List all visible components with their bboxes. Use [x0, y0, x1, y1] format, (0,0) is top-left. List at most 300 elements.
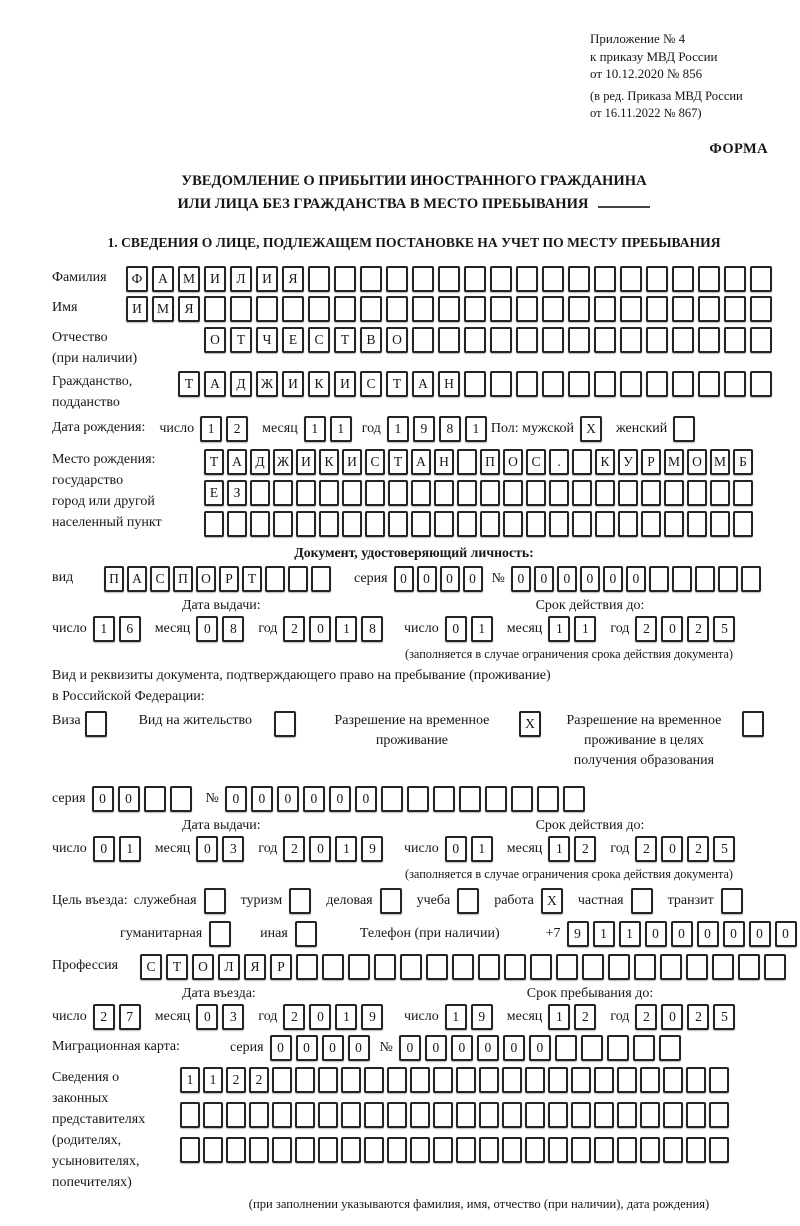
char-cell[interactable]: Т: [178, 371, 200, 397]
char-cell[interactable]: [433, 1137, 453, 1163]
char-cell[interactable]: 2: [687, 836, 709, 862]
char-cell[interactable]: [411, 511, 431, 537]
char-cell[interactable]: [452, 954, 474, 980]
char-cell[interactable]: [341, 1102, 361, 1128]
char-cell[interactable]: 0: [309, 836, 331, 862]
char-cell[interactable]: И: [334, 371, 356, 397]
char-cell[interactable]: О: [192, 954, 214, 980]
char-cell[interactable]: [434, 511, 454, 537]
char-cell[interactable]: 1: [180, 1067, 200, 1093]
char-cell[interactable]: 0: [93, 836, 115, 862]
char-cell[interactable]: 0: [451, 1035, 473, 1061]
char-cell[interactable]: [334, 266, 356, 292]
char-cell[interactable]: 2: [687, 1004, 709, 1030]
char-cell[interactable]: [568, 266, 590, 292]
char-cell[interactable]: 2: [93, 1004, 115, 1030]
char-cell[interactable]: Я: [244, 954, 266, 980]
char-cell[interactable]: [433, 786, 455, 812]
char-cell[interactable]: [204, 296, 226, 322]
char-cell[interactable]: 0: [355, 786, 377, 812]
char-cell[interactable]: 1: [387, 416, 409, 442]
char-cell[interactable]: [617, 1137, 637, 1163]
char-cell[interactable]: [386, 266, 408, 292]
char-cell[interactable]: 7: [119, 1004, 141, 1030]
char-cell[interactable]: Ч: [256, 327, 278, 353]
char-cell[interactable]: [724, 296, 746, 322]
char-cell[interactable]: [594, 1102, 614, 1128]
char-cell[interactable]: Н: [438, 371, 460, 397]
char-cell[interactable]: [490, 327, 512, 353]
char-cell[interactable]: [322, 954, 344, 980]
char-cell[interactable]: [594, 266, 616, 292]
char-cell[interactable]: [712, 954, 734, 980]
char-cell[interactable]: [479, 1137, 499, 1163]
char-cell[interactable]: [387, 1137, 407, 1163]
sex-female-checkbox[interactable]: [673, 416, 695, 442]
char-cell[interactable]: [438, 296, 460, 322]
char-cell[interactable]: [502, 1067, 522, 1093]
char-cell[interactable]: [620, 327, 642, 353]
char-cell[interactable]: [504, 954, 526, 980]
char-cell[interactable]: [516, 296, 538, 322]
char-cell[interactable]: [660, 954, 682, 980]
char-cell[interactable]: 0: [557, 566, 577, 592]
char-cell[interactable]: [388, 480, 408, 506]
char-cell[interactable]: [555, 1035, 577, 1061]
char-cell[interactable]: [364, 1102, 384, 1128]
char-cell[interactable]: 1: [304, 416, 326, 442]
char-cell[interactable]: [464, 296, 486, 322]
char-cell[interactable]: [548, 1102, 568, 1128]
char-cell[interactable]: О: [196, 566, 216, 592]
char-cell[interactable]: [724, 371, 746, 397]
char-cell[interactable]: 0: [626, 566, 646, 592]
char-cell[interactable]: Р: [641, 449, 661, 475]
option-residence-permit-checkbox[interactable]: [274, 711, 296, 737]
char-cell[interactable]: [250, 480, 270, 506]
option-temp-residence-education-checkbox[interactable]: [742, 711, 764, 737]
char-cell[interactable]: [387, 1067, 407, 1093]
char-cell[interactable]: [272, 1102, 292, 1128]
char-cell[interactable]: У: [618, 449, 638, 475]
char-cell[interactable]: [672, 371, 694, 397]
char-cell[interactable]: И: [204, 266, 226, 292]
char-cell[interactable]: [490, 296, 512, 322]
char-cell[interactable]: 8: [439, 416, 461, 442]
char-cell[interactable]: [634, 954, 656, 980]
char-cell[interactable]: [686, 1102, 706, 1128]
char-cell[interactable]: 9: [567, 921, 589, 947]
char-cell[interactable]: [381, 786, 403, 812]
char-cell[interactable]: Д: [250, 449, 270, 475]
char-cell[interactable]: 0: [580, 566, 600, 592]
char-cell[interactable]: [400, 954, 422, 980]
char-cell[interactable]: [480, 480, 500, 506]
char-cell[interactable]: 9: [413, 416, 435, 442]
char-cell[interactable]: [556, 954, 578, 980]
char-cell[interactable]: [646, 327, 668, 353]
char-cell[interactable]: 2: [283, 1004, 305, 1030]
char-cell[interactable]: [226, 1137, 246, 1163]
char-cell[interactable]: [724, 266, 746, 292]
char-cell[interactable]: С: [526, 449, 546, 475]
char-cell[interactable]: [456, 1067, 476, 1093]
char-cell[interactable]: [204, 511, 224, 537]
char-cell[interactable]: [542, 266, 564, 292]
char-cell[interactable]: .: [549, 449, 569, 475]
char-cell[interactable]: Ж: [256, 371, 278, 397]
char-cell[interactable]: [308, 266, 330, 292]
char-cell[interactable]: 2: [574, 1004, 596, 1030]
char-cell[interactable]: [594, 296, 616, 322]
char-cell[interactable]: З: [227, 480, 247, 506]
char-cell[interactable]: [456, 1137, 476, 1163]
char-cell[interactable]: [687, 480, 707, 506]
char-cell[interactable]: [672, 266, 694, 292]
char-cell[interactable]: [412, 327, 434, 353]
char-cell[interactable]: [411, 480, 431, 506]
char-cell[interactable]: 2: [635, 836, 657, 862]
char-cell[interactable]: 0: [534, 566, 554, 592]
char-cell[interactable]: [663, 1102, 683, 1128]
char-cell[interactable]: [542, 296, 564, 322]
char-cell[interactable]: Е: [204, 480, 224, 506]
char-cell[interactable]: 0: [399, 1035, 421, 1061]
char-cell[interactable]: [525, 1137, 545, 1163]
char-cell[interactable]: [457, 449, 477, 475]
char-cell[interactable]: [571, 1067, 591, 1093]
char-cell[interactable]: Т: [242, 566, 262, 592]
char-cell[interactable]: [479, 1102, 499, 1128]
char-cell[interactable]: [230, 296, 252, 322]
char-cell[interactable]: А: [227, 449, 247, 475]
char-cell[interactable]: [348, 954, 370, 980]
char-cell[interactable]: [710, 480, 730, 506]
char-cell[interactable]: О: [503, 449, 523, 475]
char-cell[interactable]: [464, 371, 486, 397]
char-cell[interactable]: [646, 296, 668, 322]
char-cell[interactable]: 0: [661, 616, 683, 642]
char-cell[interactable]: К: [319, 449, 339, 475]
char-cell[interactable]: [342, 480, 362, 506]
char-cell[interactable]: 0: [277, 786, 299, 812]
char-cell[interactable]: И: [296, 449, 316, 475]
char-cell[interactable]: С: [140, 954, 162, 980]
char-cell[interactable]: [568, 371, 590, 397]
char-cell[interactable]: Т: [204, 449, 224, 475]
char-cell[interactable]: 9: [361, 1004, 383, 1030]
char-cell[interactable]: [457, 511, 477, 537]
char-cell[interactable]: Ж: [273, 449, 293, 475]
char-cell[interactable]: 0: [322, 1035, 344, 1061]
char-cell[interactable]: Р: [219, 566, 239, 592]
char-cell[interactable]: [526, 480, 546, 506]
char-cell[interactable]: [663, 1067, 683, 1093]
char-cell[interactable]: 1: [335, 836, 357, 862]
char-cell[interactable]: [144, 786, 166, 812]
char-cell[interactable]: [686, 954, 708, 980]
char-cell[interactable]: 1: [119, 836, 141, 862]
char-cell[interactable]: [525, 1067, 545, 1093]
char-cell[interactable]: К: [308, 371, 330, 397]
char-cell[interactable]: [542, 327, 564, 353]
char-cell[interactable]: 0: [775, 921, 797, 947]
char-cell[interactable]: [549, 480, 569, 506]
char-cell[interactable]: 2: [635, 616, 657, 642]
char-cell[interactable]: [698, 296, 720, 322]
char-cell[interactable]: 1: [330, 416, 352, 442]
char-cell[interactable]: [464, 327, 486, 353]
char-cell[interactable]: [594, 371, 616, 397]
char-cell[interactable]: Ф: [126, 266, 148, 292]
purpose-checkbox-delovaya[interactable]: [380, 888, 402, 914]
char-cell[interactable]: Т: [388, 449, 408, 475]
char-cell[interactable]: [582, 954, 604, 980]
char-cell[interactable]: [503, 511, 523, 537]
char-cell[interactable]: [272, 1067, 292, 1093]
char-cell[interactable]: [718, 566, 738, 592]
char-cell[interactable]: [571, 1102, 591, 1128]
char-cell[interactable]: 2: [687, 616, 709, 642]
char-cell[interactable]: Б: [733, 449, 753, 475]
char-cell[interactable]: [595, 480, 615, 506]
char-cell[interactable]: И: [256, 266, 278, 292]
char-cell[interactable]: 0: [348, 1035, 370, 1061]
char-cell[interactable]: 8: [361, 616, 383, 642]
char-cell[interactable]: 0: [723, 921, 745, 947]
char-cell[interactable]: [594, 1067, 614, 1093]
char-cell[interactable]: Т: [230, 327, 252, 353]
char-cell[interactable]: [649, 566, 669, 592]
char-cell[interactable]: [617, 1067, 637, 1093]
char-cell[interactable]: 1: [465, 416, 487, 442]
char-cell[interactable]: [549, 511, 569, 537]
char-cell[interactable]: [386, 296, 408, 322]
char-cell[interactable]: [750, 266, 772, 292]
char-cell[interactable]: [526, 511, 546, 537]
char-cell[interactable]: [640, 1067, 660, 1093]
char-cell[interactable]: [203, 1102, 223, 1128]
char-cell[interactable]: [226, 1102, 246, 1128]
sex-male-checkbox[interactable]: X: [580, 416, 602, 442]
char-cell[interactable]: [511, 786, 533, 812]
char-cell[interactable]: [170, 786, 192, 812]
char-cell[interactable]: [438, 327, 460, 353]
char-cell[interactable]: С: [150, 566, 170, 592]
char-cell[interactable]: П: [480, 449, 500, 475]
char-cell[interactable]: 0: [661, 836, 683, 862]
char-cell[interactable]: [295, 1137, 315, 1163]
char-cell[interactable]: 0: [309, 616, 331, 642]
char-cell[interactable]: [296, 480, 316, 506]
char-cell[interactable]: 1: [200, 416, 222, 442]
char-cell[interactable]: [572, 480, 592, 506]
char-cell[interactable]: С: [308, 327, 330, 353]
char-cell[interactable]: 0: [425, 1035, 447, 1061]
char-cell[interactable]: 1: [203, 1067, 223, 1093]
char-cell[interactable]: 0: [251, 786, 273, 812]
char-cell[interactable]: 0: [92, 786, 114, 812]
char-cell[interactable]: [360, 266, 382, 292]
char-cell[interactable]: [687, 511, 707, 537]
char-cell[interactable]: [364, 1137, 384, 1163]
char-cell[interactable]: Р: [270, 954, 292, 980]
char-cell[interactable]: 0: [445, 836, 467, 862]
char-cell[interactable]: [537, 786, 559, 812]
char-cell[interactable]: С: [365, 449, 385, 475]
char-cell[interactable]: Л: [230, 266, 252, 292]
char-cell[interactable]: Т: [166, 954, 188, 980]
char-cell[interactable]: [750, 296, 772, 322]
char-cell[interactable]: [641, 480, 661, 506]
char-cell[interactable]: Я: [282, 266, 304, 292]
char-cell[interactable]: [311, 566, 331, 592]
char-cell[interactable]: 0: [511, 566, 531, 592]
char-cell[interactable]: 1: [548, 1004, 570, 1030]
char-cell[interactable]: [516, 327, 538, 353]
char-cell[interactable]: [672, 566, 692, 592]
char-cell[interactable]: [250, 511, 270, 537]
char-cell[interactable]: 1: [593, 921, 615, 947]
char-cell[interactable]: 0: [225, 786, 247, 812]
char-cell[interactable]: М: [178, 266, 200, 292]
char-cell[interactable]: 1: [471, 616, 493, 642]
char-cell[interactable]: П: [104, 566, 124, 592]
char-cell[interactable]: [319, 511, 339, 537]
char-cell[interactable]: [530, 954, 552, 980]
char-cell[interactable]: [203, 1137, 223, 1163]
char-cell[interactable]: [502, 1137, 522, 1163]
char-cell[interactable]: [516, 266, 538, 292]
char-cell[interactable]: С: [360, 371, 382, 397]
char-cell[interactable]: Т: [386, 371, 408, 397]
char-cell[interactable]: [503, 480, 523, 506]
char-cell[interactable]: 8: [222, 616, 244, 642]
char-cell[interactable]: Н: [434, 449, 454, 475]
char-cell[interactable]: 1: [335, 616, 357, 642]
char-cell[interactable]: М: [152, 296, 174, 322]
char-cell[interactable]: [341, 1137, 361, 1163]
char-cell[interactable]: [319, 480, 339, 506]
char-cell[interactable]: [571, 1137, 591, 1163]
char-cell[interactable]: Т: [334, 327, 356, 353]
char-cell[interactable]: [457, 480, 477, 506]
char-cell[interactable]: [296, 954, 318, 980]
char-cell[interactable]: [646, 266, 668, 292]
char-cell[interactable]: 1: [619, 921, 641, 947]
char-cell[interactable]: Я: [178, 296, 200, 322]
char-cell[interactable]: 0: [296, 1035, 318, 1061]
char-cell[interactable]: [620, 266, 642, 292]
char-cell[interactable]: [750, 371, 772, 397]
char-cell[interactable]: 0: [303, 786, 325, 812]
char-cell[interactable]: [764, 954, 786, 980]
char-cell[interactable]: 1: [574, 616, 596, 642]
char-cell[interactable]: П: [173, 566, 193, 592]
char-cell[interactable]: [568, 296, 590, 322]
char-cell[interactable]: 0: [661, 1004, 683, 1030]
char-cell[interactable]: 0: [529, 1035, 551, 1061]
char-cell[interactable]: 0: [477, 1035, 499, 1061]
char-cell[interactable]: 3: [222, 1004, 244, 1030]
option-visa-checkbox[interactable]: [85, 711, 107, 737]
char-cell[interactable]: А: [127, 566, 147, 592]
char-cell[interactable]: [410, 1067, 430, 1093]
char-cell[interactable]: [640, 1137, 660, 1163]
char-cell[interactable]: [617, 1102, 637, 1128]
char-cell[interactable]: А: [412, 371, 434, 397]
char-cell[interactable]: 0: [118, 786, 140, 812]
char-cell[interactable]: [548, 1067, 568, 1093]
char-cell[interactable]: 5: [713, 616, 735, 642]
char-cell[interactable]: [633, 1035, 655, 1061]
char-cell[interactable]: 2: [283, 616, 305, 642]
char-cell[interactable]: 0: [309, 1004, 331, 1030]
char-cell[interactable]: [295, 1102, 315, 1128]
char-cell[interactable]: [364, 1067, 384, 1093]
char-cell[interactable]: [568, 327, 590, 353]
char-cell[interactable]: [410, 1102, 430, 1128]
char-cell[interactable]: [724, 327, 746, 353]
char-cell[interactable]: [407, 786, 429, 812]
char-cell[interactable]: [318, 1067, 338, 1093]
char-cell[interactable]: [672, 296, 694, 322]
char-cell[interactable]: [733, 480, 753, 506]
char-cell[interactable]: 2: [226, 1067, 246, 1093]
char-cell[interactable]: [646, 371, 668, 397]
char-cell[interactable]: [710, 511, 730, 537]
char-cell[interactable]: 1: [548, 836, 570, 862]
purpose-checkbox-inaya[interactable]: [295, 921, 317, 947]
char-cell[interactable]: [438, 266, 460, 292]
char-cell[interactable]: М: [710, 449, 730, 475]
char-cell[interactable]: [227, 511, 247, 537]
purpose-checkbox-ucheba[interactable]: [457, 888, 479, 914]
char-cell[interactable]: 2: [574, 836, 596, 862]
purpose-checkbox-tranzit[interactable]: [721, 888, 743, 914]
char-cell[interactable]: 0: [503, 1035, 525, 1061]
char-cell[interactable]: М: [664, 449, 684, 475]
char-cell[interactable]: И: [342, 449, 362, 475]
char-cell[interactable]: [516, 371, 538, 397]
char-cell[interactable]: 0: [671, 921, 693, 947]
purpose-checkbox-rabota[interactable]: X: [541, 888, 563, 914]
char-cell[interactable]: [318, 1102, 338, 1128]
char-cell[interactable]: 0: [329, 786, 351, 812]
char-cell[interactable]: 5: [713, 1004, 735, 1030]
char-cell[interactable]: [686, 1067, 706, 1093]
char-cell[interactable]: [750, 327, 772, 353]
char-cell[interactable]: [412, 266, 434, 292]
char-cell[interactable]: [548, 1137, 568, 1163]
char-cell[interactable]: А: [204, 371, 226, 397]
char-cell[interactable]: К: [595, 449, 615, 475]
char-cell[interactable]: [695, 566, 715, 592]
char-cell[interactable]: 0: [196, 836, 218, 862]
char-cell[interactable]: [595, 511, 615, 537]
char-cell[interactable]: [180, 1102, 200, 1128]
char-cell[interactable]: [296, 511, 316, 537]
char-cell[interactable]: 1: [445, 1004, 467, 1030]
char-cell[interactable]: [572, 449, 592, 475]
purpose-checkbox-chastnaya[interactable]: [631, 888, 653, 914]
char-cell[interactable]: [249, 1102, 269, 1128]
char-cell[interactable]: [664, 511, 684, 537]
char-cell[interactable]: [308, 296, 330, 322]
char-cell[interactable]: [456, 1102, 476, 1128]
char-cell[interactable]: [490, 371, 512, 397]
char-cell[interactable]: [709, 1067, 729, 1093]
